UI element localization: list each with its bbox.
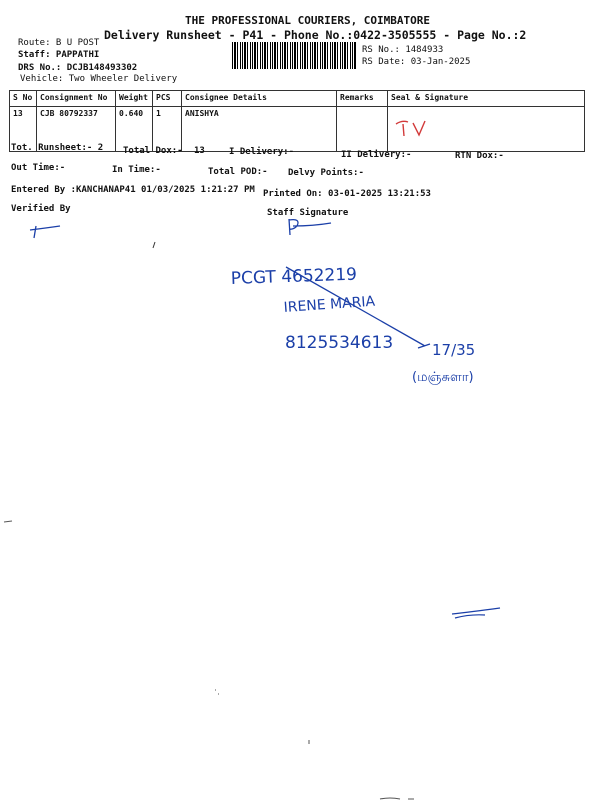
route-label: Route: B U POST — [18, 38, 100, 48]
handwritten-tracking-number: PCGT 4652219 — [230, 264, 358, 289]
delvy-points: Delvy Points:- — [288, 168, 364, 178]
col-pcs: PCS — [153, 91, 182, 107]
cell-consignee: ANISHYA — [182, 107, 337, 152]
drs-number: DRS No.: DCJB148493302 — [18, 63, 138, 73]
i-delivery: I Delivery:- — [229, 147, 295, 157]
col-sno: S No — [10, 91, 37, 107]
col-consignee: Consignee Details — [182, 91, 337, 107]
out-time: Out Time:- — [11, 163, 66, 173]
cell-consignment: CJB 80792337 — [37, 107, 116, 152]
handwritten-phone: 8125534613 — [285, 333, 394, 353]
runsheet-title: Delivery Runsheet - P41 - Phone No.:0422-3505555 - Page No.:2 — [104, 28, 527, 42]
handwritten-note: (மஞ்சுளா) — [412, 370, 474, 385]
tot-runsheet: Tot. Runsheet:- 2 — [11, 143, 104, 153]
company-title: THE PROFESSIONAL COURIERS, COIMBATORE — [185, 14, 431, 27]
total-dox: Total Dox:- — [123, 146, 183, 156]
ii-delivery: II Delivery:- — [341, 150, 412, 160]
col-seal-signature: Seal & Signature — [388, 91, 585, 107]
col-remarks: Remarks — [337, 91, 388, 107]
col-weight: Weight — [116, 91, 153, 107]
verified-signature — [30, 226, 60, 238]
margin-mark — [4, 521, 12, 522]
cell-sno: 13 — [10, 107, 37, 152]
stray-dots — [215, 690, 309, 744]
col-consignment: Consignment No — [37, 91, 116, 107]
in-time: In Time:- — [112, 165, 161, 175]
staff-signature-label: Staff Signature — [267, 208, 349, 218]
cell-weight: 0.640 — [116, 107, 153, 152]
receiver-signature — [452, 608, 500, 618]
total-pod: Total POD:- — [208, 167, 268, 177]
handwritten-name: IRENE MARIA — [283, 293, 376, 316]
rs-date: RS Date: 03-Jan-2025 — [362, 57, 471, 67]
cell-pcs: 1 — [153, 107, 182, 152]
entered-by: Entered By :KANCHANAP41 01/03/2025 1:21:27 PM — [11, 185, 255, 195]
printed-on: Printed On: 03-01-2025 13:21:53 — [263, 189, 431, 199]
bottom-edge-mark — [380, 798, 414, 799]
staff-label: Staff: PAPPATHI — [18, 50, 100, 60]
stray-mark — [153, 242, 155, 248]
rs-number: RS No.: 1484933 — [362, 45, 444, 55]
rtn-dox: RTN Dox:- — [455, 151, 504, 161]
verified-by-label: Verified By — [11, 204, 71, 214]
handwritten-date: 17/35 — [432, 341, 476, 359]
vehicle-label: Vehicle: Two Wheeler Delivery — [20, 74, 178, 84]
staff-signature — [289, 219, 331, 235]
seal-signature-mark — [396, 121, 425, 136]
total-dox-value: 13 — [194, 146, 205, 156]
